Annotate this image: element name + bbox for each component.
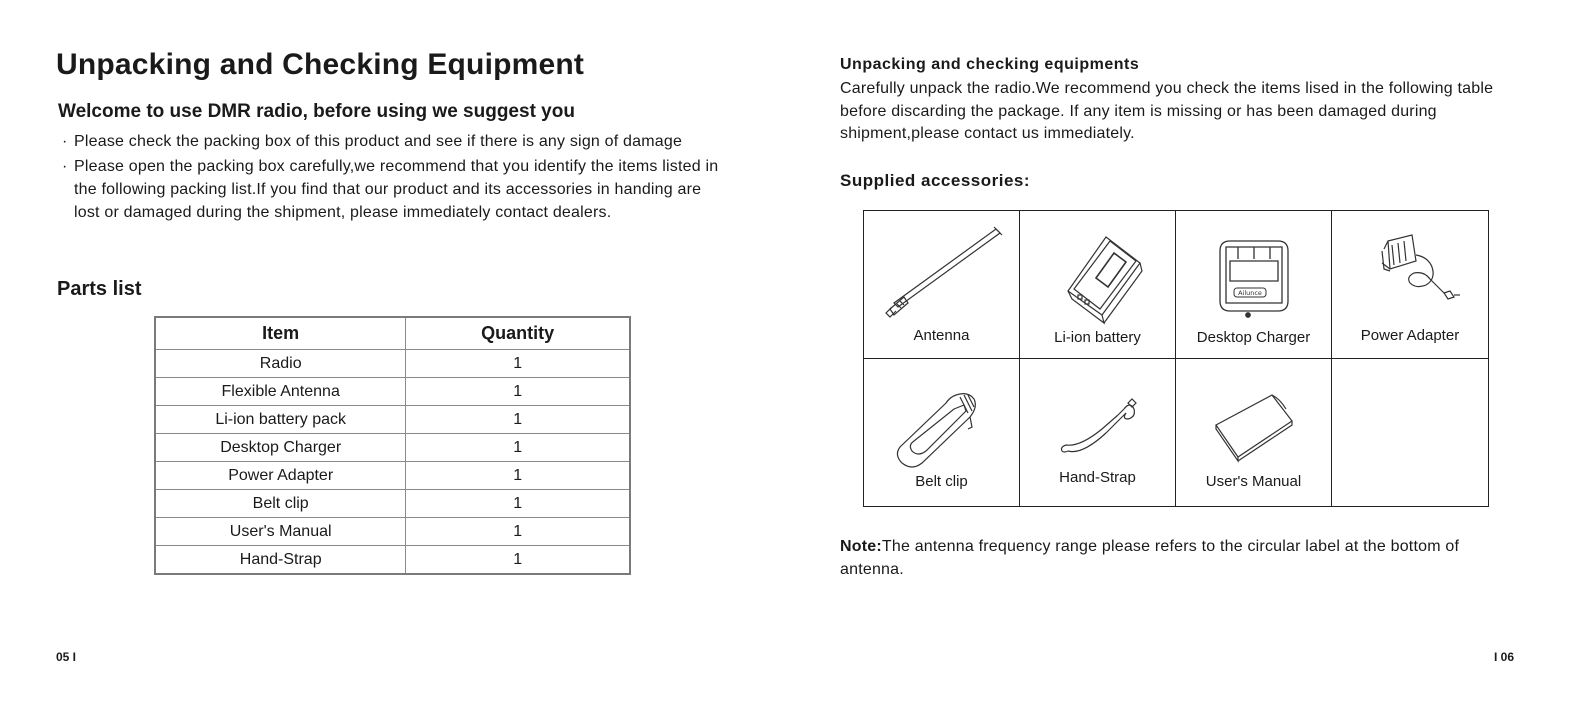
accessory-cell: [864, 211, 1020, 359]
quantity-cell: 1: [406, 518, 630, 546]
accessory-cell: [1020, 211, 1176, 359]
table-row: [155, 406, 630, 434]
parts-table: [154, 316, 631, 575]
item-cell: Li-ion battery pack: [155, 406, 406, 434]
item-cell: Power Adapter: [155, 462, 406, 490]
instruction-item: · Please open the packing box carefully,we recommend that you identify the items listed in the following packing list.If you find that our product and its accessories in handing are lost or damaged during the shipment, please immediately contact dealers.: [62, 155, 722, 224]
accessory-cell: [1176, 211, 1332, 359]
item-cell: Desktop Charger: [155, 434, 406, 462]
quantity-cell: 1: [406, 462, 630, 490]
accessory-label: Power Adapter: [1360, 327, 1460, 344]
brand-text: Ailunce: [1238, 289, 1262, 297]
table-header-row: [155, 317, 630, 350]
accessory-label: Desktop Charger: [1196, 329, 1311, 346]
accessory-label: Antenna: [913, 327, 970, 344]
instruction-item: · Please check the packing box of this product and see if there is any sign of damage: [62, 130, 722, 153]
accessory-cell: [1176, 359, 1332, 507]
column-header-item: Item: [155, 317, 406, 350]
bullet-symbol: ·: [62, 133, 68, 150]
table-row: [155, 462, 630, 490]
quantity-cell: 1: [406, 350, 630, 378]
column-header-quantity: Quantity: [406, 317, 630, 350]
instruction-list: [62, 130, 722, 226]
section-title: Unpacking and checking equipments: [840, 56, 1140, 73]
table-row: [155, 378, 630, 406]
table-row: [155, 350, 630, 378]
quantity-cell: 1: [406, 434, 630, 462]
page-number-left: 05 I: [56, 650, 77, 664]
table-row: [155, 518, 630, 546]
item-cell: Belt clip: [155, 490, 406, 518]
table-row: [155, 546, 630, 575]
page-title: Unpacking and Checking Equipment: [56, 48, 585, 81]
item-cell: User's Manual: [155, 518, 406, 546]
note-text: The antenna frequency range please refers to the circular label at the bottom of antenna.: [840, 538, 1460, 578]
table-row: [155, 434, 630, 462]
accessory-label: Belt clip: [915, 472, 968, 490]
quantity-cell: 1: [406, 378, 630, 406]
accessory-label: User's Manual: [1205, 472, 1302, 490]
section-subtitle: Welcome to use DMR radio, before using we suggest you: [58, 101, 575, 122]
empty-accessory-cell: [1332, 359, 1488, 507]
bullet-symbol: ·: [62, 158, 68, 175]
item-cell: Hand-Strap: [155, 546, 406, 575]
accessories-grid: [863, 210, 1489, 507]
table-row: [155, 490, 630, 518]
parts-list-heading: Parts list: [57, 278, 142, 300]
accessory-label: Li-ion battery: [1054, 329, 1141, 346]
item-cell: Radio: [155, 350, 406, 378]
quantity-cell: 1: [406, 406, 630, 434]
note-paragraph: [840, 536, 1520, 581]
accessory-label: Hand-Strap: [1059, 468, 1136, 486]
intro-paragraph: Carefully unpack the radio.We recommend you check the items lised in the following table before discarding the package. If any item is missing or has been damaged during shipment,please contact us immediately.: [840, 80, 1494, 142]
page-number-right: I 06: [1494, 650, 1515, 664]
accessory-cell: [1332, 211, 1488, 359]
note-label: Note:: [840, 538, 882, 555]
accessory-cell: [1020, 359, 1176, 507]
supplied-accessories-heading: Supplied accessories:: [840, 171, 1031, 190]
quantity-cell: 1: [406, 490, 630, 518]
quantity-cell: 1: [406, 546, 630, 575]
item-cell: Flexible Antenna: [155, 378, 406, 406]
accessory-cell: [864, 359, 1020, 507]
